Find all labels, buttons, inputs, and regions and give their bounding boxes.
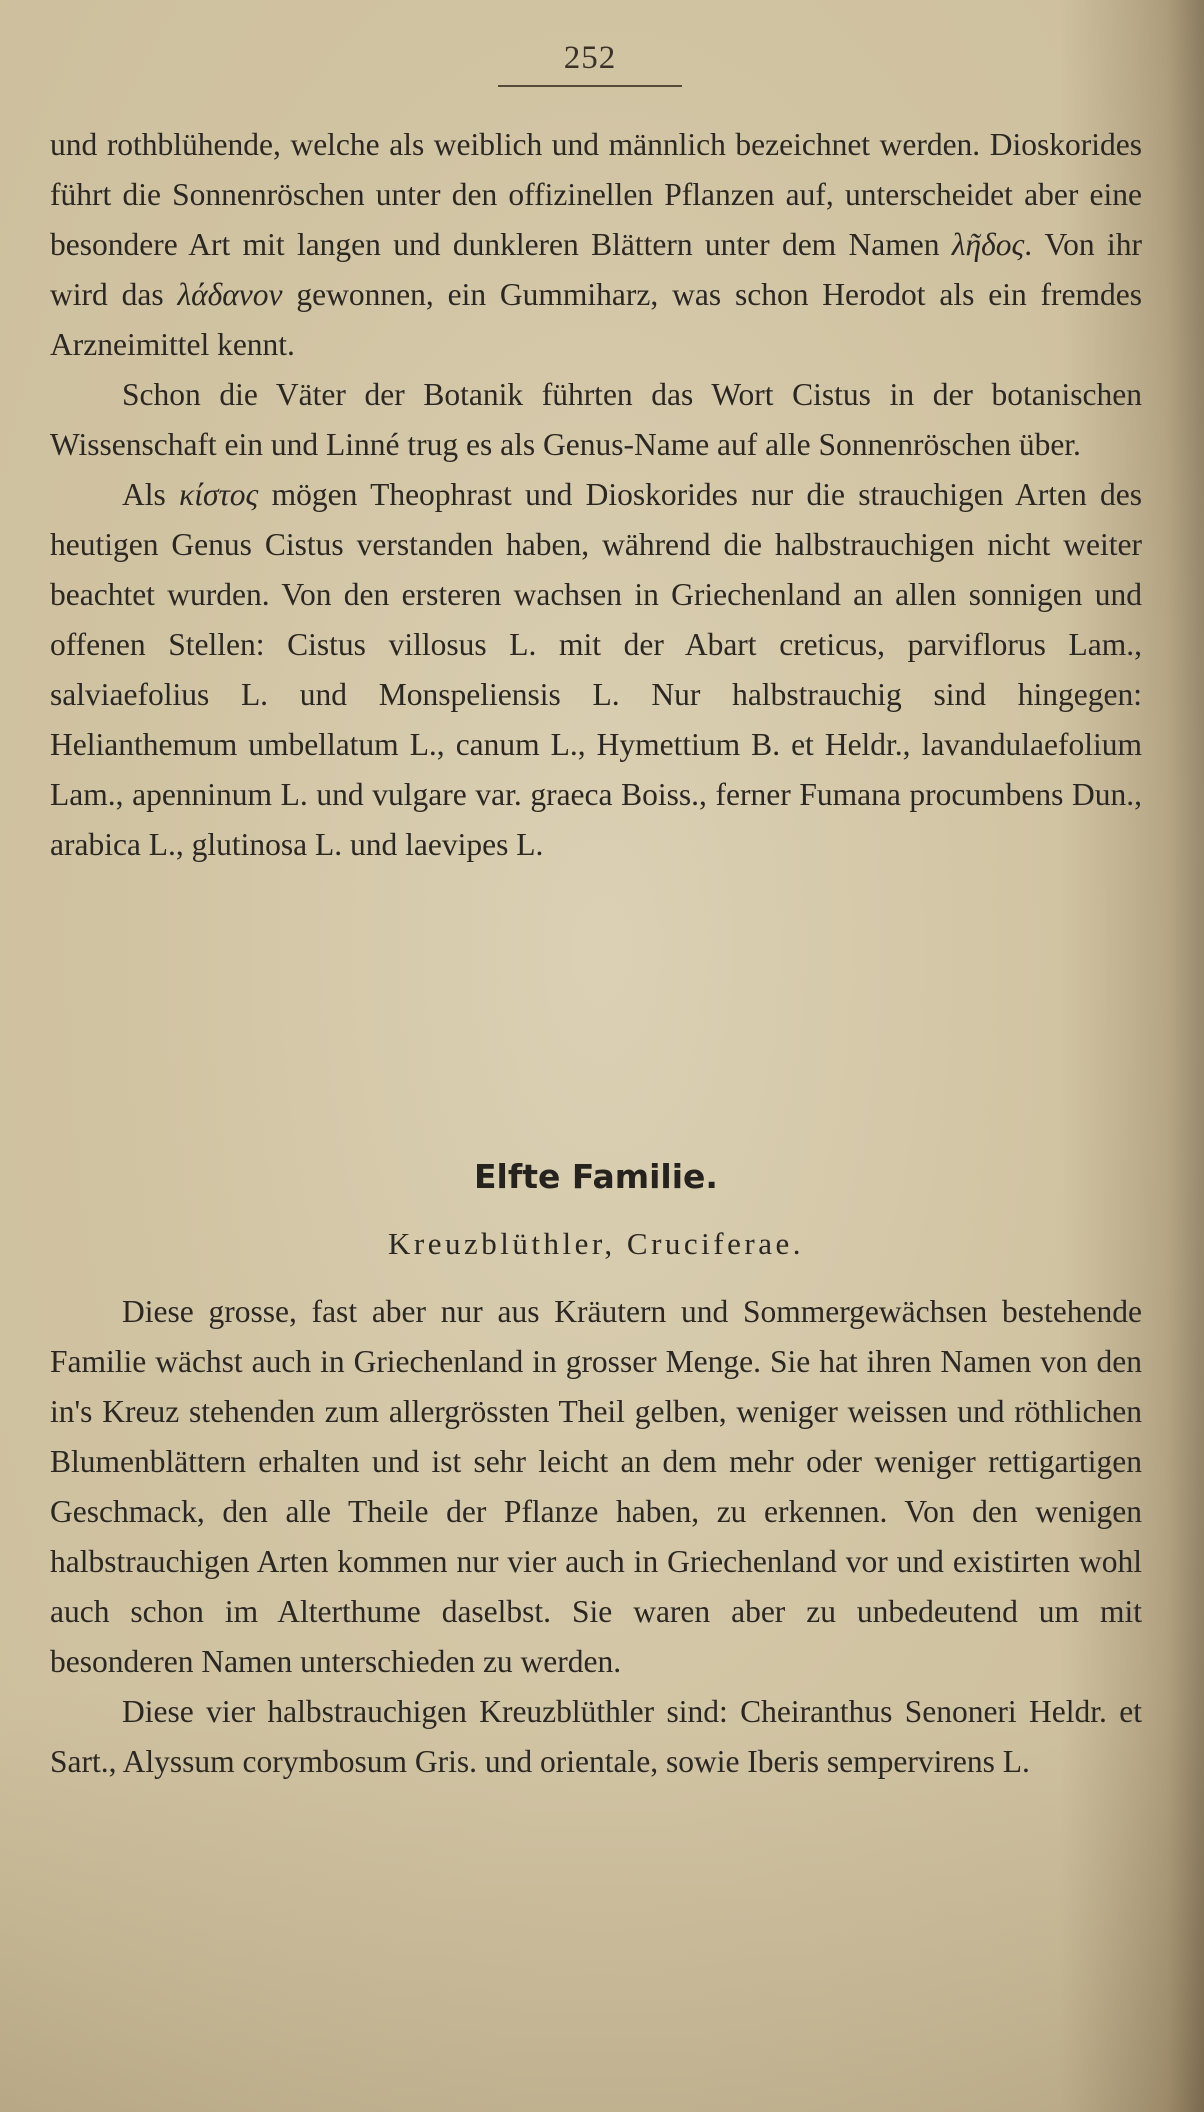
p1-text-a: und rothblühende, welche als weiblich und männlich bezeichnet werden. Dioskorides führt die Sonnenröschen unter den offizinellen Pflanzen auf, unterscheidet aber eine besondere Art mit langen und dunkleren Blättern unter dem Namen (50, 127, 1142, 262)
p3-rest: mögen Theophrast und Dioskorides nur die strauchigen Arten des heutigen Genus Cistus verstanden haben, während die halbstrauchigen nicht weiter beachtet wurden. Von den ersteren wachsen in Griechenland an allen sonnigen und offenen Stellen: Cistus villosus L. mit der Abart creticus, parviflorus Lam., salviaefolius L. und Monspeliensis L. Nur halbstrauchig sind hingegen: Helianthemum umbellatum L., canum L., Hymettium B. et Heldr., lavandulaefolium Lam., apenninum L. und vulgare var. graeca Boiss., ferner Fumana procumbens Dun., arabica L., glutinosa L. und laevipes L. (50, 477, 1143, 862)
chapter-subheading: Kreuzblüthler, Cruciferae. (388, 1226, 804, 1261)
paragraph-5: Diese vier halbstrauchigen Kreuzblüthler sind: Cheiranthus Senoneri Heldr. et Sart., Alyssum corymbosum Gris. und orientale, sowie Iberis sempervirens L. (50, 1694, 1142, 1779)
paragraph-1 (50, 120, 1142, 370)
paragraph-2: Schon die Väter der Botanik führten das Wort Cistus in der botanischen Wissenschaft ein und Linné trug es als Genus-Name auf alle Sonnenröschen über. (50, 377, 1142, 462)
greek-term-kistos: κίστος (179, 477, 259, 512)
greek-term-ledos: λῆδος (951, 227, 1025, 262)
section-one-text (50, 120, 1142, 870)
p1-text-b: . Von ihr wird das (50, 227, 1142, 312)
section-two-text (50, 1287, 1142, 1787)
chapter-heading: Elfte Familie. (474, 1157, 718, 1196)
p1-text-c: gewonnen, ein Gummiharz, was schon Herodot als ein fremdes Arzneimittel kennt. (50, 277, 1143, 362)
greek-term-ladanon: λάδανον (177, 277, 283, 312)
paragraph-4: Diese grosse, fast aber nur aus Kräutern und Sommergewächsen bestehende Familie wächst auch in Griechenland in grosser Menge. Sie hat ihren Namen von den in's Kreuz stehenden zum allergrössten Theil gelben, weniger weissen und röthlichen Blumenblättern erhalten und ist sehr leicht an dem mehr oder weniger rettigartigen Geschmack, den alle Theile der Pflanze haben, zu erkennen. Von den wenigen halbstrauchigen Arten kommen nur vier auch in Griechenland vor und existirten wohl auch schon im Alterthume daselbst. Sie waren aber zu unbedeutend um mit besonderen Namen unterschieden zu werden. (50, 1294, 1142, 1679)
p3-lead: Als (122, 477, 166, 512)
page-number: 252 (563, 40, 617, 76)
paragraph-3 (50, 470, 1142, 870)
page-number-rule (498, 85, 682, 87)
